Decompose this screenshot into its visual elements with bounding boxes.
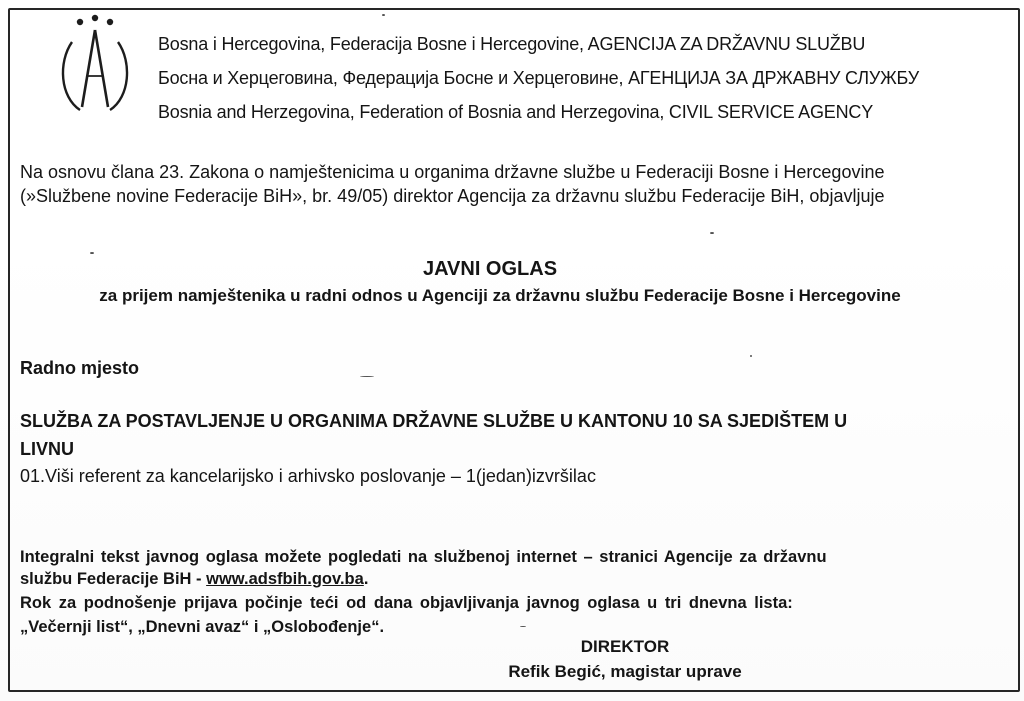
print-speck xyxy=(710,232,714,234)
footer-line-2-prefix: službu Federacije BiH - xyxy=(20,570,207,588)
footer-line-3: Rok za podnošenje prijava počinje teći od dana objavljivanja javnog oglasa u tri dnevna lista: xyxy=(20,594,793,612)
footer-line-1: Integralni tekst javnog oglasa možete pogledati na službenoj internet – stranici Agencije za državnu xyxy=(20,548,827,566)
print-speck xyxy=(520,626,526,627)
unit-heading-line-2: LIVNU xyxy=(20,439,74,459)
intro-line-2: (»Službene novine Federacije BiH», br. 49/05) direktor Agencija za državnu službu Federacije BiH, objavljuje xyxy=(20,186,885,206)
announcement-title: JAVNI OGLAS xyxy=(422,258,558,280)
print-speck xyxy=(750,355,752,357)
header-line-cyrillic: Босна и Херцеговина, Федерација Босне и Херцеговине, АГЕНЦИЈА ЗА ДРЖАВНУ СЛУЖБУ xyxy=(158,68,919,88)
signature-name: Refik Begić, magistar uprave xyxy=(508,662,742,681)
agency-website-link[interactable]: www.adsfbih.gov.ba xyxy=(206,570,364,588)
footer-line-4: „Večernji list“, „Dnevni avaz“ i „Oslobođenje“. xyxy=(20,618,385,636)
header-line-english: Bosnia and Herzegovina, Federation of Bosnia and Herzegovina, CIVIL SERVICE AGENCY xyxy=(158,102,873,122)
print-speck xyxy=(90,252,94,254)
print-speck xyxy=(382,14,385,16)
footer-line-2-suffix: . xyxy=(363,570,369,588)
job-position: 01.Viši referent za kancelarijsko i arhivsko poslovanje – 1(jedan)izvršilac xyxy=(20,466,596,486)
unit-heading-line-1: SLUŽBA ZA POSTAVLJENJE U ORGANIMA DRŽAVNE SLUŽBE U KANTONU 10 SA SJEDIŠTEM U xyxy=(20,411,848,431)
agency-logo xyxy=(50,12,140,122)
position-label: Radno mjesto xyxy=(20,358,140,378)
signature-title: DIREKTOR xyxy=(580,637,670,656)
announcement-subtitle: za prijem namještenika u radni odnos u Agenciji za državnu službu Federacije Bosne i Hercegovine xyxy=(99,286,901,305)
intro-line-1: Na osnovu člana 23. Zakona o namještenicima u organima državne službe u Federaciji Bosne i Hercegovine xyxy=(20,162,885,182)
footer-line-2 xyxy=(20,568,368,590)
header-line-bosnian: Bosna i Hercegovina, Federacija Bosne i Hercegovine, AGENCIJA ZA DRŽAVNU SLUŽBU xyxy=(158,34,866,54)
print-speck xyxy=(360,376,374,377)
